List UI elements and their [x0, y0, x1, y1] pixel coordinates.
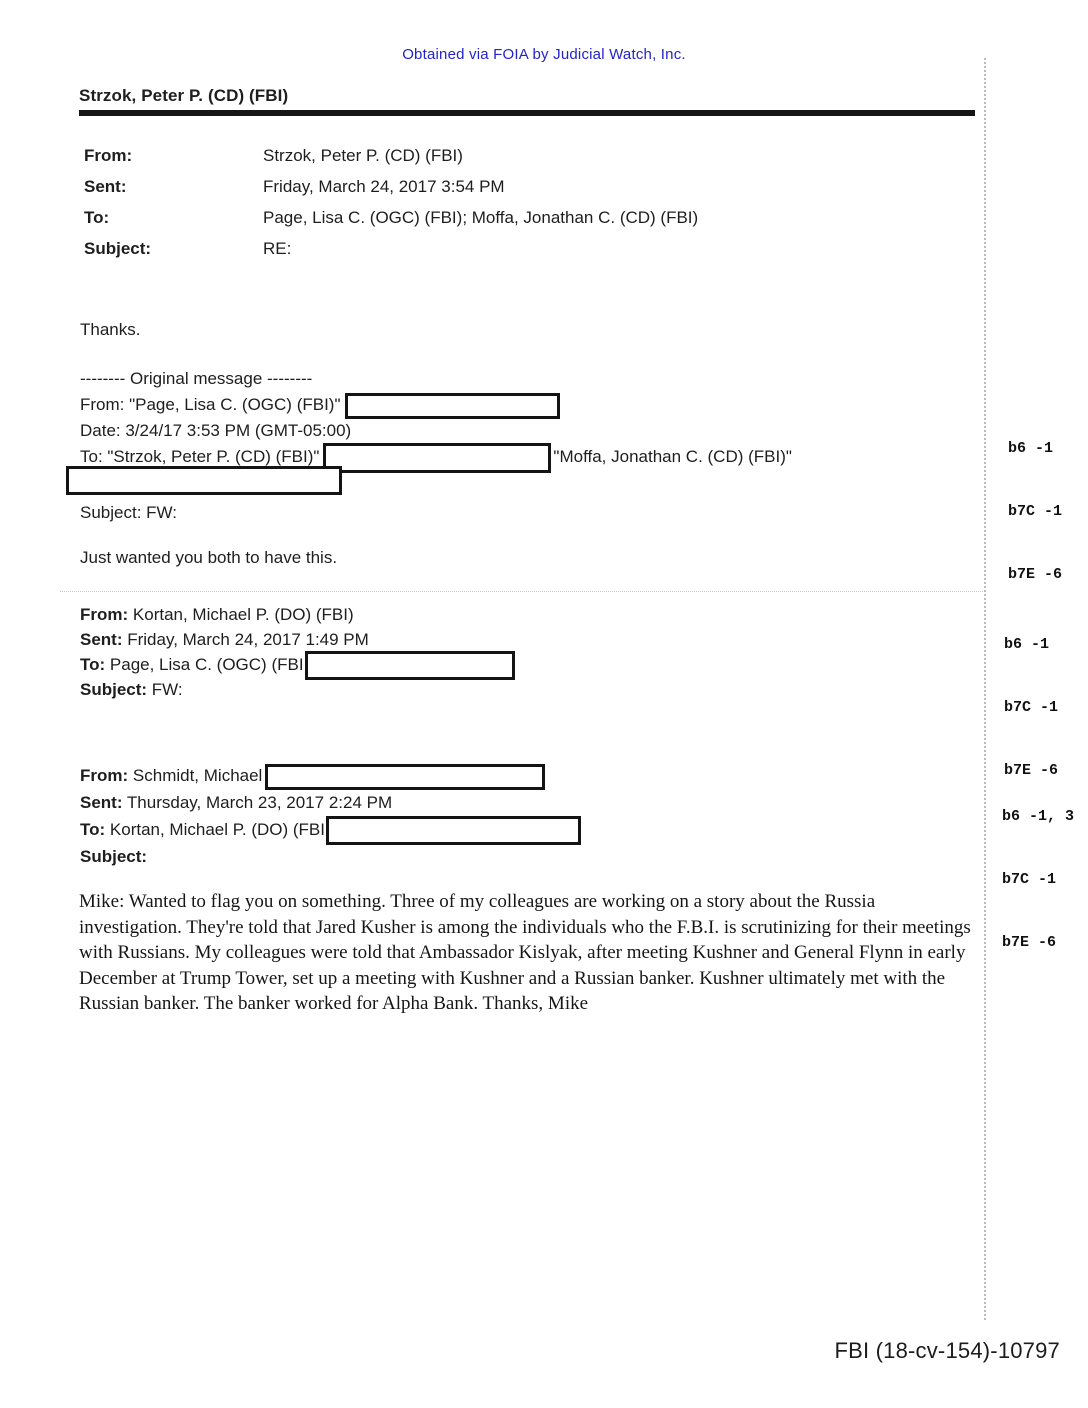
foia-watermark: Obtained via FOIA by Judicial Watch, Inc.	[402, 46, 686, 63]
thanks-line: Thanks.	[80, 320, 141, 339]
original-message-block	[80, 366, 980, 526]
bates-number: FBI (18-cv-154)-10797	[834, 1338, 1060, 1363]
original-date-line: Date: 3/24/17 3:53 PM (GMT-05:00)	[80, 421, 352, 440]
from-value: Kortan, Michael P. (DO) (FBI)	[128, 605, 354, 624]
exemption-code: b7E -6	[1008, 566, 1063, 583]
section-divider	[60, 591, 985, 592]
kortan-subject-line	[80, 677, 980, 702]
from-label: From:	[84, 146, 133, 165]
subject-value: FW:	[147, 680, 183, 699]
redaction-box	[305, 651, 515, 680]
message-body: Mike: Wanted to flag you on something. Three of my colleagues are working on a story about the Russia investigation. They're told that Jared Kusher is among the individuals who the F.B.I. is scrutinizing for their meetings with Russians. My colleagues were told that Ambassador Kislyak, after meeting Kushner and General Flynn in early December at Trump Tower, set up a meeting with Kushner and a Russian banker. Kushner ultimately met with the Russian banker. The banker worked for Alpha Bank. Thanks, Mike	[79, 891, 971, 1014]
sent-label: Sent:	[84, 177, 127, 196]
schmidt-sent-line	[80, 789, 980, 816]
email-header-fields	[84, 146, 944, 270]
original-to-text: To: "Strzok, Peter P. (CD) (FBI)"	[80, 447, 320, 466]
sent-label: Sent:	[80, 793, 123, 812]
to-label: To:	[84, 208, 110, 227]
title-rule	[79, 110, 975, 116]
redaction-box	[326, 816, 581, 845]
subject-value: RE:	[263, 239, 292, 258]
original-from-text: From: "Page, Lisa C. (OGC) (FBI)"	[80, 395, 341, 414]
to-value: Kortan, Michael P. (DO) (FBI	[105, 820, 325, 839]
subject-label: Subject:	[80, 680, 148, 699]
exemption-code: b6 -1	[1004, 636, 1050, 653]
exemption-code: b6 -1, 3	[1002, 808, 1075, 825]
schmidt-from-line	[80, 762, 980, 789]
from-label: From:	[80, 766, 129, 785]
kortan-email-block	[80, 602, 980, 702]
kortan-from-line	[80, 602, 980, 627]
sent-value: Friday, March 24, 2017 3:54 PM	[263, 177, 505, 196]
sent-label: Sent:	[80, 630, 123, 649]
original-from-line	[80, 392, 980, 418]
subject-label: Subject:	[80, 847, 148, 866]
redaction-box	[66, 466, 342, 495]
exemption-code: b6 -1	[1008, 440, 1054, 457]
original-subject-line: Subject: FW:	[80, 503, 177, 522]
from-value: Schmidt, Michael	[128, 766, 263, 785]
page-title: Strzok, Peter P. (CD) (FBI)	[79, 86, 289, 105]
scan-fold-dotted-line	[984, 58, 986, 1320]
exemption-code: b7C -1	[1008, 503, 1063, 520]
header-row-to	[84, 208, 944, 239]
sent-value: Friday, March 24, 2017 1:49 PM	[122, 630, 369, 649]
exemption-code: b7C -1	[1002, 871, 1057, 888]
original-to-suffix: "Moffa, Jonathan C. (CD) (FBI)"	[553, 447, 792, 466]
redaction-row	[80, 470, 980, 500]
schmidt-to-line	[80, 816, 980, 843]
schmidt-email-block	[80, 762, 980, 870]
redaction-box	[345, 393, 560, 419]
exemption-code: b7E -6	[1004, 762, 1059, 779]
to-label: To:	[80, 655, 106, 674]
original-message-divider: -------- Original message --------	[80, 369, 313, 388]
to-value: Page, Lisa C. (OGC) (FBI); Moffa, Jonathan C. (CD) (FBI)	[263, 208, 699, 227]
sent-value: Thursday, March 23, 2017 2:24 PM	[122, 793, 393, 812]
exemption-code: b7C -1	[1004, 699, 1059, 716]
exemption-code: b7E -6	[1002, 934, 1057, 951]
to-label: To:	[80, 820, 106, 839]
foia-exemption-codes	[1002, 764, 1074, 995]
header-row-from	[84, 146, 944, 177]
from-label: From:	[80, 605, 129, 624]
from-value: Strzok, Peter P. (CD) (FBI)	[263, 146, 463, 165]
note-line: Just wanted you both to have this.	[80, 548, 338, 567]
kortan-sent-line	[80, 627, 980, 652]
title-block	[79, 86, 975, 116]
header-row-sent	[84, 177, 944, 208]
header-row-subject	[84, 239, 944, 270]
redaction-box	[323, 443, 551, 473]
to-value: Page, Lisa C. (OGC) (FBI	[105, 655, 304, 674]
kortan-to-line	[80, 652, 980, 677]
schmidt-subject-line	[80, 843, 980, 870]
subject-label: Subject:	[84, 239, 152, 258]
redaction-box	[265, 764, 545, 790]
